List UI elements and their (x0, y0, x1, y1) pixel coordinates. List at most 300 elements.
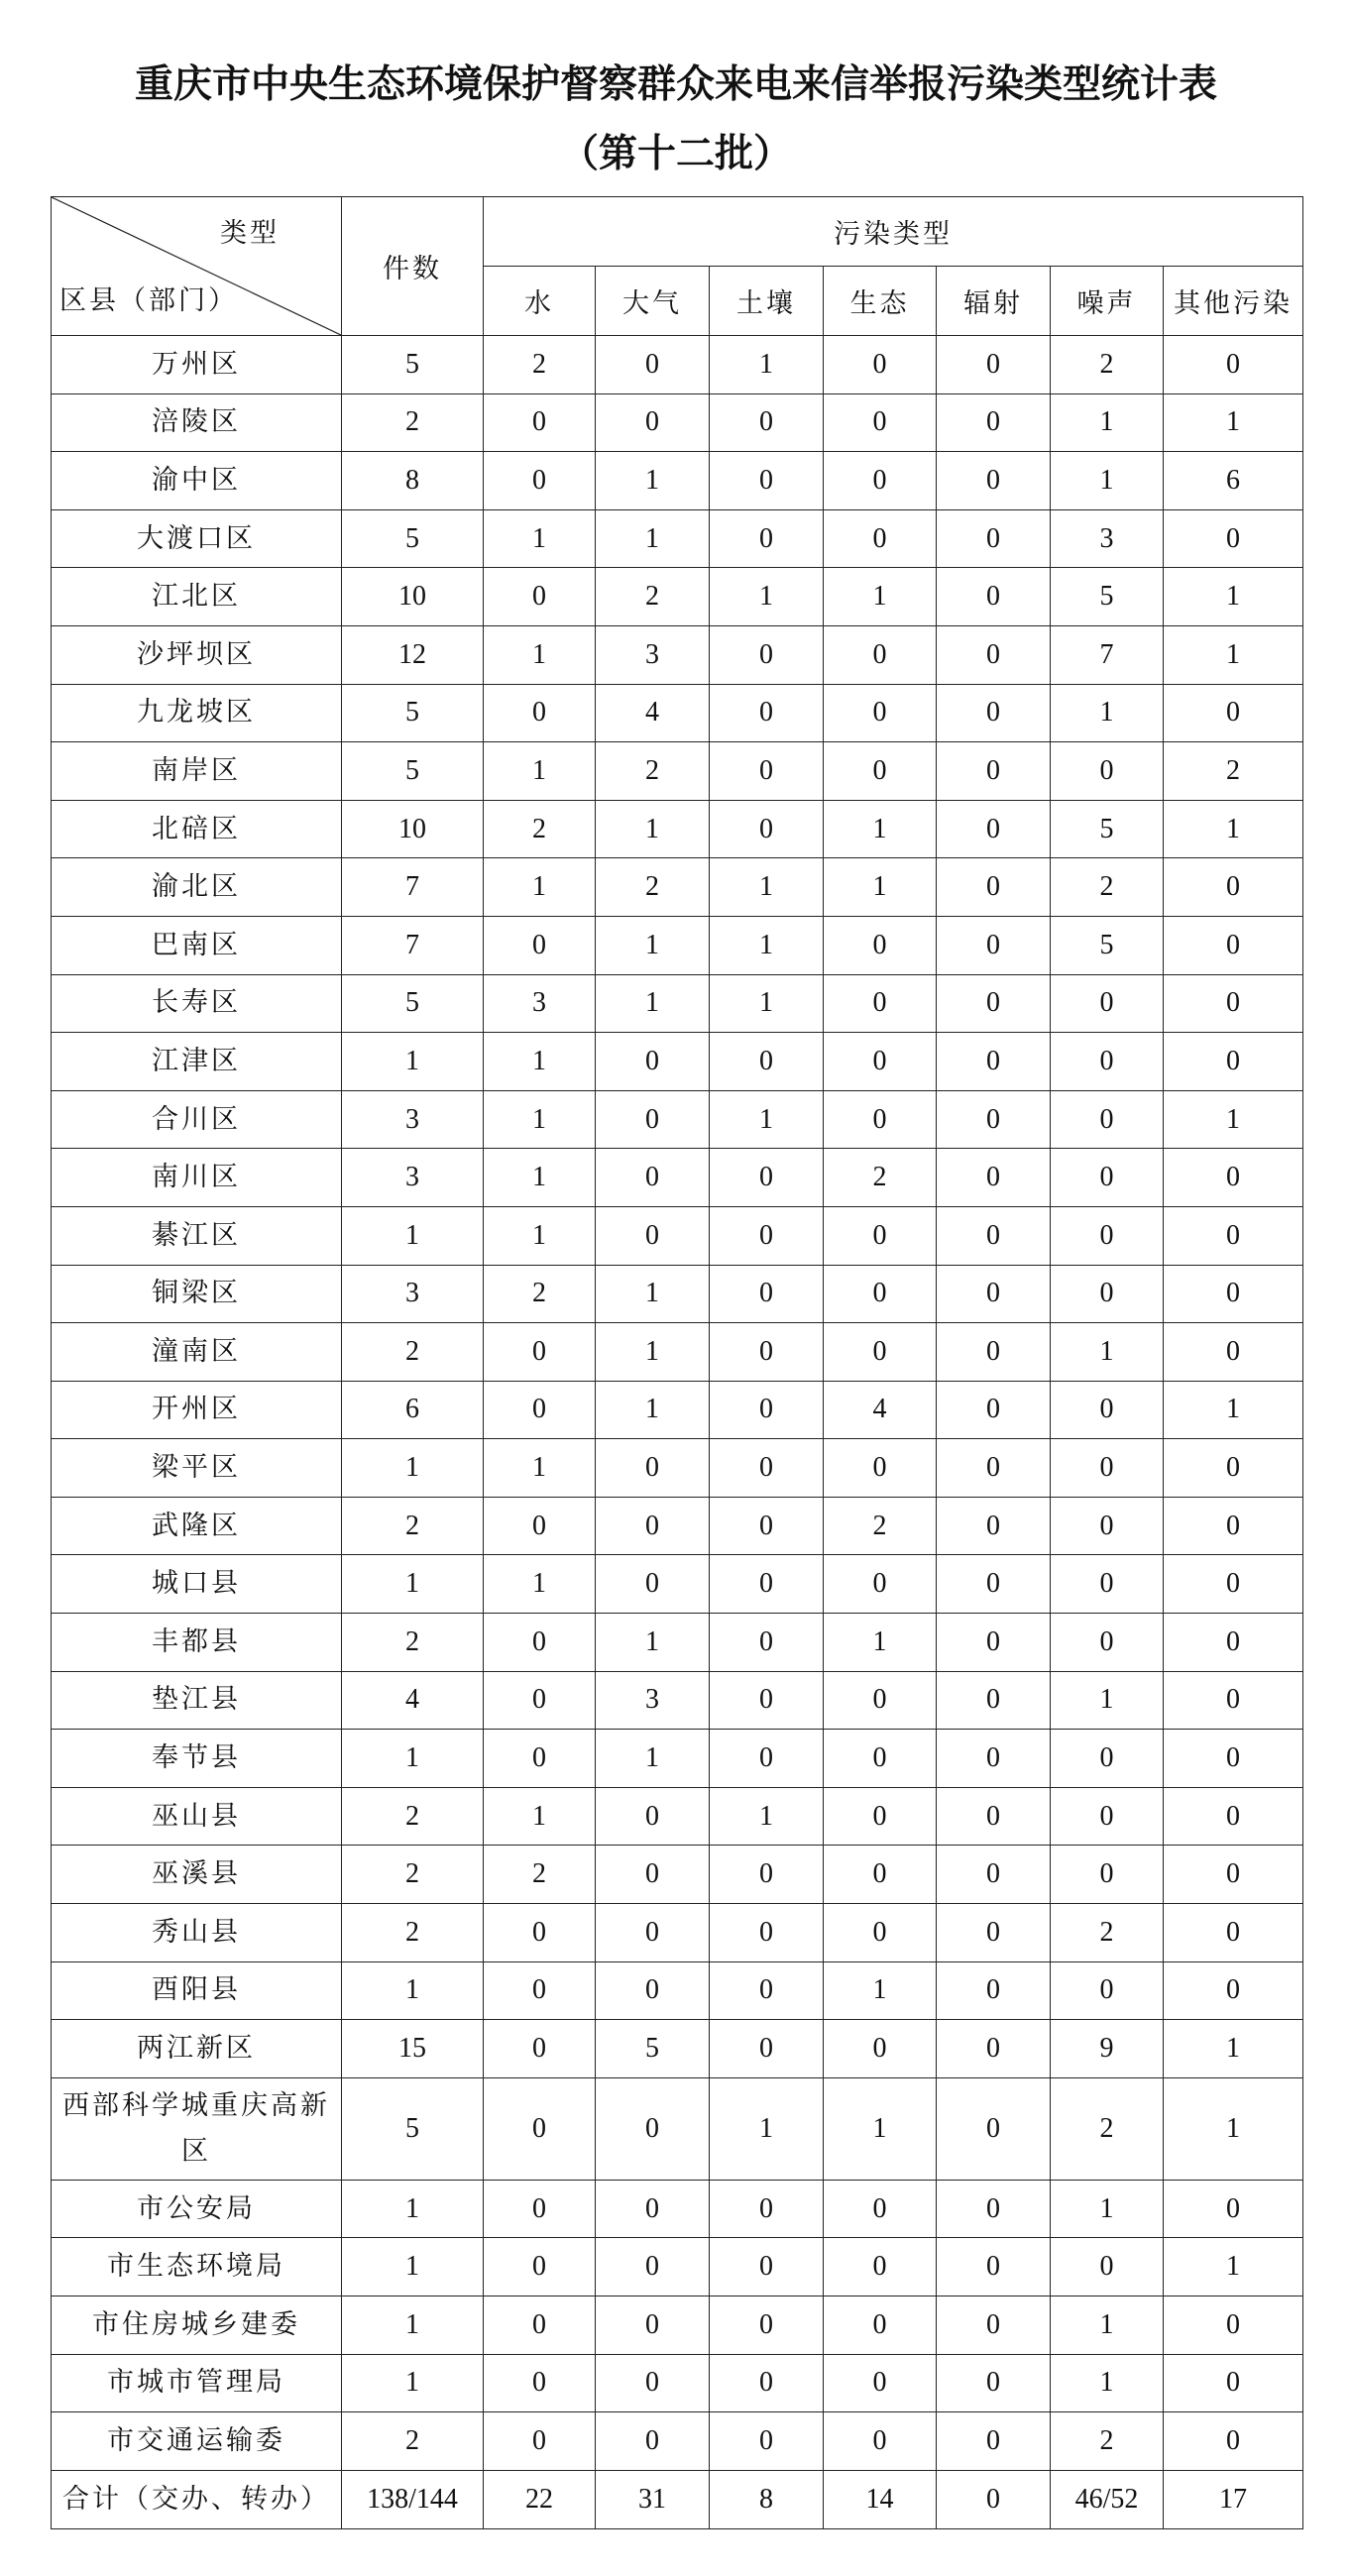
diagonal-header-cell (52, 197, 342, 336)
district-name-cell: 大渡口区 (52, 509, 342, 568)
value-cell-air: 4 (596, 684, 710, 742)
value-cell-soil: 1 (710, 974, 824, 1033)
district-name-cell: 开州区 (52, 1381, 342, 1439)
district-name-cell: 万州区 (52, 336, 342, 394)
district-name-cell: 市城市管理局 (52, 2354, 342, 2412)
value-cell-ecology: 0 (824, 452, 937, 510)
value-cell-water: 0 (484, 393, 596, 452)
value-cell-water: 1 (484, 742, 596, 801)
count-cell: 12 (342, 625, 484, 684)
district-name-cell: 綦江区 (52, 1206, 342, 1265)
value-cell-air: 2 (596, 568, 710, 626)
table-row (52, 1497, 1303, 1555)
value-cell-radiation: 0 (937, 1671, 1051, 1730)
table-row (52, 1149, 1303, 1207)
table-row (52, 1730, 1303, 1788)
value-cell-water: 0 (484, 2180, 596, 2238)
district-name-cell: 北碚区 (52, 800, 342, 858)
table-row (52, 625, 1303, 684)
table-row (52, 1439, 1303, 1498)
value-cell-noise: 0 (1051, 1961, 1164, 2020)
value-cell-ecology: 0 (824, 1090, 937, 1149)
total-row (52, 2470, 1303, 2528)
table-row (52, 742, 1303, 801)
value-cell-air: 0 (596, 2238, 710, 2296)
table-row (52, 800, 1303, 858)
value-cell-ecology: 1 (824, 800, 937, 858)
value-cell-ecology: 0 (824, 2180, 937, 2238)
value-cell-ecology: 0 (824, 742, 937, 801)
value-cell-ecology: 2 (824, 1149, 937, 1207)
table-row (52, 2412, 1303, 2471)
value-cell-air: 0 (596, 1033, 710, 1091)
district-name-cell: 渝北区 (52, 858, 342, 917)
value-cell-water: 0 (484, 916, 596, 974)
district-name-cell: 潼南区 (52, 1323, 342, 1382)
value-cell-noise: 7 (1051, 625, 1164, 684)
value-cell-other: 0 (1164, 2412, 1303, 2471)
count-cell: 6 (342, 1381, 484, 1439)
value-cell-radiation: 0 (937, 742, 1051, 801)
district-name-cell: 市交通运输委 (52, 2412, 342, 2471)
value-cell-air: 2 (596, 742, 710, 801)
value-cell-radiation: 0 (937, 393, 1051, 452)
value-cell-radiation: 0 (937, 509, 1051, 568)
count-cell: 2 (342, 1846, 484, 1904)
value-cell-soil: 1 (710, 916, 824, 974)
value-cell-water: 0 (484, 1614, 596, 1672)
value-cell-radiation: 0 (937, 2412, 1051, 2471)
value-cell-ecology: 1 (824, 2077, 937, 2180)
value-cell-noise: 1 (1051, 1671, 1164, 1730)
pollution-type-group-header: 污染类型 (484, 197, 1303, 267)
value-cell-radiation: 0 (937, 2020, 1051, 2078)
value-cell-water: 2 (484, 1265, 596, 1323)
value-cell-ecology: 0 (824, 1439, 937, 1498)
value-cell-air: 0 (596, 1439, 710, 1498)
column-header-soil: 土壤 (710, 267, 824, 336)
value-cell-other: 1 (1164, 2238, 1303, 2296)
district-name-cell: 丰都县 (52, 1614, 342, 1672)
value-cell-air: 1 (596, 509, 710, 568)
value-cell-other: 1 (1164, 2077, 1303, 2180)
count-cell: 2 (342, 1614, 484, 1672)
table-row (52, 974, 1303, 1033)
count-cell: 15 (342, 2020, 484, 2078)
value-cell-radiation: 0 (937, 336, 1051, 394)
column-header-water: 水 (484, 267, 596, 336)
value-cell-noise: 0 (1051, 1555, 1164, 1614)
value-cell-noise: 0 (1051, 1206, 1164, 1265)
value-cell-radiation: 0 (937, 1149, 1051, 1207)
table-row (52, 1033, 1303, 1091)
district-name-cell: 江北区 (52, 568, 342, 626)
table-row (52, 509, 1303, 568)
value-cell-radiation: 0 (937, 974, 1051, 1033)
value-cell-other: 1 (1164, 568, 1303, 626)
district-name-cell: 奉节县 (52, 1730, 342, 1788)
value-cell-radiation: 0 (937, 1961, 1051, 2020)
value-cell-radiation: 0 (937, 1323, 1051, 1382)
value-cell-noise: 5 (1051, 568, 1164, 626)
district-name-cell: 梁平区 (52, 1439, 342, 1498)
value-cell-other: 0 (1164, 509, 1303, 568)
count-cell: 1 (342, 1961, 484, 2020)
value-cell-noise: 0 (1051, 1614, 1164, 1672)
district-name-cell: 市住房城乡建委 (52, 2296, 342, 2355)
count-cell: 3 (342, 1149, 484, 1207)
district-name-cell: 秀山县 (52, 1904, 342, 1962)
value-cell-water: 0 (484, 2077, 596, 2180)
value-cell-water: 0 (484, 568, 596, 626)
district-name-cell: 南川区 (52, 1149, 342, 1207)
district-name-cell: 合计（交办、转办） (52, 2470, 342, 2528)
value-cell-air: 1 (596, 974, 710, 1033)
district-name-cell: 九龙坡区 (52, 684, 342, 742)
value-cell-other: 0 (1164, 1206, 1303, 1265)
count-cell: 1 (342, 2296, 484, 2355)
table-row (52, 2296, 1303, 2355)
value-cell-air: 2 (596, 858, 710, 917)
count-cell: 3 (342, 1090, 484, 1149)
document-subtitle: （第十二批） (559, 131, 792, 176)
value-cell-ecology: 0 (824, 336, 937, 394)
value-cell-radiation: 0 (937, 800, 1051, 858)
value-cell-soil: 0 (710, 393, 824, 452)
count-cell: 5 (342, 742, 484, 801)
value-cell-other: 6 (1164, 452, 1303, 510)
value-cell-other: 0 (1164, 1439, 1303, 1498)
count-cell: 2 (342, 2412, 484, 2471)
column-header-radiation: 辐射 (937, 267, 1051, 336)
count-cell: 2 (342, 393, 484, 452)
value-cell-ecology: 2 (824, 1497, 937, 1555)
value-cell-air: 0 (596, 393, 710, 452)
count-cell: 1 (342, 1730, 484, 1788)
value-cell-noise: 9 (1051, 2020, 1164, 2078)
value-cell-noise: 0 (1051, 974, 1164, 1033)
value-cell-soil: 0 (710, 1961, 824, 2020)
value-cell-air: 0 (596, 1149, 710, 1207)
value-cell-noise: 1 (1051, 1323, 1164, 1382)
value-cell-radiation: 0 (937, 2470, 1051, 2528)
value-cell-noise: 1 (1051, 684, 1164, 742)
district-name-cell: 武隆区 (52, 1497, 342, 1555)
value-cell-air: 5 (596, 2020, 710, 2078)
value-cell-soil: 1 (710, 336, 824, 394)
value-cell-noise: 2 (1051, 1904, 1164, 1962)
value-cell-water: 1 (484, 1033, 596, 1091)
value-cell-soil: 0 (710, 2412, 824, 2471)
table-row (52, 1671, 1303, 1730)
value-cell-other: 1 (1164, 393, 1303, 452)
value-cell-other: 0 (1164, 684, 1303, 742)
value-cell-air: 0 (596, 2412, 710, 2471)
table-row (52, 1846, 1303, 1904)
value-cell-water: 0 (484, 2238, 596, 2296)
value-cell-other: 0 (1164, 1265, 1303, 1323)
value-cell-radiation: 0 (937, 1206, 1051, 1265)
value-cell-water: 1 (484, 625, 596, 684)
value-cell-other: 2 (1164, 742, 1303, 801)
value-cell-ecology: 1 (824, 1961, 937, 2020)
value-cell-ecology: 0 (824, 2354, 937, 2412)
value-cell-air: 0 (596, 1787, 710, 1846)
table-row (52, 684, 1303, 742)
table-row (52, 568, 1303, 626)
value-cell-ecology: 0 (824, 1846, 937, 1904)
value-cell-radiation: 0 (937, 1497, 1051, 1555)
value-cell-soil: 0 (710, 1439, 824, 1498)
value-cell-other: 0 (1164, 1671, 1303, 1730)
district-name-cell: 西部科学城重庆高新区 (52, 2077, 342, 2180)
value-cell-ecology: 0 (824, 1555, 937, 1614)
value-cell-water: 22 (484, 2470, 596, 2528)
value-cell-ecology: 0 (824, 1671, 937, 1730)
value-cell-ecology: 0 (824, 1265, 937, 1323)
table-row (52, 1614, 1303, 1672)
value-cell-soil: 0 (710, 2180, 824, 2238)
district-name-cell: 南岸区 (52, 742, 342, 801)
value-cell-other: 0 (1164, 1904, 1303, 1962)
value-cell-air: 0 (596, 1206, 710, 1265)
value-cell-ecology: 0 (824, 1033, 937, 1091)
district-name-cell: 市公安局 (52, 2180, 342, 2238)
value-cell-soil: 0 (710, 742, 824, 801)
table-row (52, 2020, 1303, 2078)
value-cell-radiation: 0 (937, 2354, 1051, 2412)
value-cell-ecology: 4 (824, 1381, 937, 1439)
value-cell-other: 0 (1164, 1555, 1303, 1614)
count-cell: 2 (342, 1323, 484, 1382)
value-cell-other: 1 (1164, 800, 1303, 858)
value-cell-air: 1 (596, 1323, 710, 1382)
count-cell: 1 (342, 2354, 484, 2412)
value-cell-other: 0 (1164, 1730, 1303, 1788)
value-cell-other: 0 (1164, 1961, 1303, 2020)
value-cell-soil: 0 (710, 1730, 824, 1788)
value-cell-water: 0 (484, 2412, 596, 2471)
count-cell: 8 (342, 452, 484, 510)
count-cell: 10 (342, 800, 484, 858)
count-cell: 5 (342, 336, 484, 394)
district-label: 区县（部门） (59, 285, 238, 316)
value-cell-other: 0 (1164, 916, 1303, 974)
type-label: 类型 (220, 218, 280, 249)
value-cell-other: 0 (1164, 1323, 1303, 1382)
value-cell-air: 1 (596, 452, 710, 510)
value-cell-radiation: 0 (937, 2238, 1051, 2296)
value-cell-air: 0 (596, 1961, 710, 2020)
value-cell-soil: 1 (710, 1787, 824, 1846)
value-cell-ecology: 1 (824, 1614, 937, 1672)
value-cell-air: 1 (596, 1730, 710, 1788)
value-cell-ecology: 14 (824, 2470, 937, 2528)
value-cell-air: 0 (596, 2354, 710, 2412)
count-cell: 1 (342, 2238, 484, 2296)
value-cell-other: 0 (1164, 1149, 1303, 1207)
value-cell-other: 0 (1164, 2354, 1303, 2412)
value-cell-radiation: 0 (937, 1787, 1051, 1846)
value-cell-noise: 0 (1051, 1149, 1164, 1207)
value-cell-soil: 1 (710, 1090, 824, 1149)
table-row (52, 858, 1303, 917)
value-cell-ecology: 0 (824, 2238, 937, 2296)
value-cell-noise: 1 (1051, 2354, 1164, 2412)
value-cell-water: 1 (484, 1149, 596, 1207)
district-name-cell: 垫江县 (52, 1671, 342, 1730)
value-cell-other: 0 (1164, 974, 1303, 1033)
value-cell-water: 0 (484, 2354, 596, 2412)
value-cell-air: 0 (596, 2296, 710, 2355)
table-header (52, 197, 1303, 336)
value-cell-noise: 1 (1051, 393, 1164, 452)
value-cell-soil: 0 (710, 2238, 824, 2296)
district-name-cell: 长寿区 (52, 974, 342, 1033)
district-name-cell: 巫溪县 (52, 1846, 342, 1904)
value-cell-soil: 1 (710, 2077, 824, 2180)
count-cell: 1 (342, 1555, 484, 1614)
value-cell-ecology: 0 (824, 2020, 937, 2078)
value-cell-water: 2 (484, 800, 596, 858)
value-cell-other: 0 (1164, 2296, 1303, 2355)
value-cell-water: 0 (484, 684, 596, 742)
value-cell-radiation: 0 (937, 625, 1051, 684)
value-cell-radiation: 0 (937, 2296, 1051, 2355)
value-cell-noise: 0 (1051, 1265, 1164, 1323)
value-cell-water: 1 (484, 1787, 596, 1846)
value-cell-soil: 1 (710, 858, 824, 917)
table-row (52, 1904, 1303, 1962)
table-row (52, 916, 1303, 974)
value-cell-noise: 0 (1051, 2238, 1164, 2296)
value-cell-air: 0 (596, 1497, 710, 1555)
value-cell-ecology: 0 (824, 974, 937, 1033)
value-cell-radiation: 0 (937, 452, 1051, 510)
value-cell-soil: 0 (710, 1265, 824, 1323)
column-header-air: 大气 (596, 267, 710, 336)
value-cell-ecology: 0 (824, 1787, 937, 1846)
value-cell-radiation: 0 (937, 1904, 1051, 1962)
value-cell-soil: 0 (710, 684, 824, 742)
value-cell-air: 0 (596, 336, 710, 394)
table-row (52, 1265, 1303, 1323)
value-cell-soil: 0 (710, 2296, 824, 2355)
value-cell-radiation: 0 (937, 2180, 1051, 2238)
district-name-cell: 合川区 (52, 1090, 342, 1149)
value-cell-water: 1 (484, 509, 596, 568)
value-cell-noise: 1 (1051, 452, 1164, 510)
district-name-cell: 江津区 (52, 1033, 342, 1091)
value-cell-air: 0 (596, 1090, 710, 1149)
district-name-cell: 两江新区 (52, 2020, 342, 2078)
value-cell-ecology: 0 (824, 684, 937, 742)
value-cell-air: 3 (596, 1671, 710, 1730)
value-cell-noise: 5 (1051, 916, 1164, 974)
count-cell: 5 (342, 974, 484, 1033)
value-cell-soil: 1 (710, 568, 824, 626)
district-name-cell: 涪陵区 (52, 393, 342, 452)
table-body (52, 336, 1303, 2529)
count-cell: 1 (342, 1439, 484, 1498)
count-cell: 7 (342, 858, 484, 917)
value-cell-ecology: 0 (824, 916, 937, 974)
value-cell-other: 0 (1164, 1846, 1303, 1904)
value-cell-air: 0 (596, 2180, 710, 2238)
value-cell-radiation: 0 (937, 1033, 1051, 1091)
value-cell-air: 0 (596, 1904, 710, 1962)
table-row (52, 452, 1303, 510)
value-cell-air: 0 (596, 1846, 710, 1904)
value-cell-noise: 5 (1051, 800, 1164, 858)
value-cell-water: 0 (484, 452, 596, 510)
value-cell-ecology: 0 (824, 2412, 937, 2471)
value-cell-soil: 0 (710, 1323, 824, 1382)
value-cell-noise: 0 (1051, 742, 1164, 801)
value-cell-water: 0 (484, 1381, 596, 1439)
value-cell-soil: 0 (710, 625, 824, 684)
value-cell-ecology: 0 (824, 509, 937, 568)
value-cell-ecology: 1 (824, 568, 937, 626)
count-header: 件数 (342, 197, 484, 336)
table-row (52, 1961, 1303, 2020)
value-cell-other: 0 (1164, 1787, 1303, 1846)
district-name-cell: 沙坪坝区 (52, 625, 342, 684)
count-cell: 138/144 (342, 2470, 484, 2528)
table-row (52, 1090, 1303, 1149)
value-cell-water: 0 (484, 1671, 596, 1730)
value-cell-water: 0 (484, 1497, 596, 1555)
value-cell-air: 0 (596, 2077, 710, 2180)
value-cell-radiation: 0 (937, 568, 1051, 626)
value-cell-noise: 2 (1051, 858, 1164, 917)
count-cell: 10 (342, 568, 484, 626)
value-cell-noise: 0 (1051, 1439, 1164, 1498)
value-cell-noise: 0 (1051, 1846, 1164, 1904)
value-cell-ecology: 0 (824, 2296, 937, 2355)
value-cell-soil: 0 (710, 509, 824, 568)
district-name-cell: 酉阳县 (52, 1961, 342, 2020)
value-cell-other: 0 (1164, 1497, 1303, 1555)
value-cell-noise: 2 (1051, 2412, 1164, 2471)
table-row (52, 2180, 1303, 2238)
value-cell-water: 1 (484, 1555, 596, 1614)
value-cell-water: 2 (484, 336, 596, 394)
value-cell-ecology: 1 (824, 858, 937, 917)
value-cell-radiation: 0 (937, 1381, 1051, 1439)
count-cell: 7 (342, 916, 484, 974)
value-cell-ecology: 0 (824, 1323, 937, 1382)
table-row (52, 1206, 1303, 1265)
district-name-cell: 巫山县 (52, 1787, 342, 1846)
district-name-cell: 巴南区 (52, 916, 342, 974)
value-cell-air: 1 (596, 1265, 710, 1323)
count-cell: 4 (342, 1671, 484, 1730)
value-cell-water: 2 (484, 1846, 596, 1904)
value-cell-radiation: 0 (937, 2077, 1051, 2180)
table-row (52, 1323, 1303, 1382)
value-cell-other: 1 (1164, 1381, 1303, 1439)
value-cell-water: 0 (484, 2296, 596, 2355)
value-cell-water: 0 (484, 1730, 596, 1788)
value-cell-ecology: 0 (824, 625, 937, 684)
value-cell-ecology: 0 (824, 1730, 937, 1788)
table-row (52, 336, 1303, 394)
count-cell: 2 (342, 1497, 484, 1555)
value-cell-radiation: 0 (937, 1439, 1051, 1498)
value-cell-water: 0 (484, 1323, 596, 1382)
value-cell-other: 0 (1164, 2180, 1303, 2238)
